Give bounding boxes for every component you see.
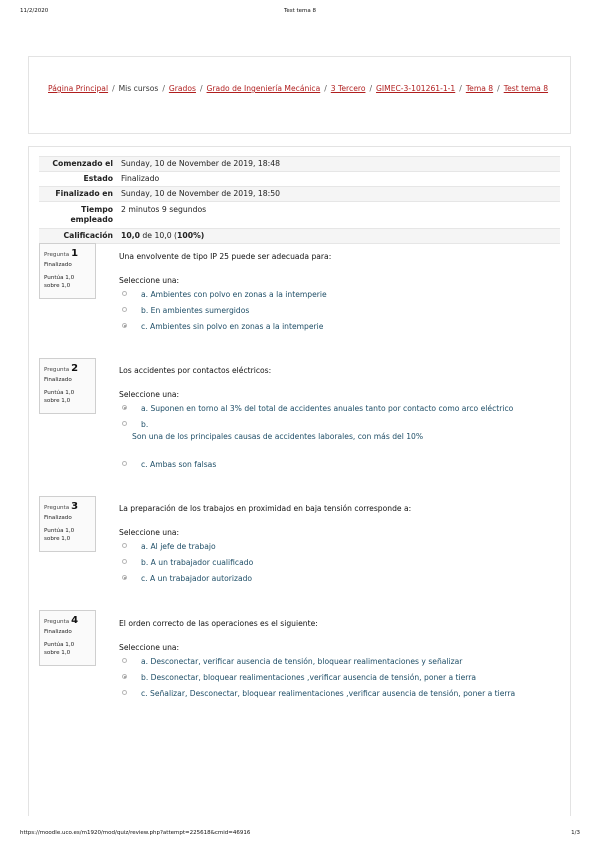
option-text: a. Suponen en torno al 3% del total de accidentes anuales tanto por contacto como arco eléctrico (141, 404, 514, 413)
summary-row-started (39, 157, 560, 172)
question-info (39, 496, 96, 552)
summary-label: Finalizado en (55, 189, 113, 198)
print-header (0, 8, 600, 18)
grade-middle: de 10,0 ( (139, 231, 178, 240)
breadcrumb-degree-link[interactable]: Grado de Ingeniería Mecánica (206, 84, 321, 93)
question-number-value: 2 (71, 363, 79, 374)
radio-button[interactable] (122, 543, 127, 548)
option-text: b. En ambientes sumergidos (141, 306, 250, 315)
summary-value (117, 229, 560, 244)
option-text: a. Al jefe de trabajo (141, 542, 216, 551)
summary-row-grade (39, 229, 560, 244)
breadcrumb-test-link[interactable]: Test tema 8 (503, 84, 549, 93)
option-text: c. Señalizar, Desconectar, bloquear realimentaciones ,verificar ausencia de tensión, poner a tierra (141, 689, 516, 698)
question-number-value: 1 (71, 248, 79, 259)
question-label: Pregunta (44, 505, 70, 511)
option-text: c. Ambas son falsas (141, 460, 217, 469)
print-footer (0, 830, 600, 840)
question-number (44, 363, 91, 374)
radio-button[interactable] (122, 307, 127, 312)
grade-score: 10,0 (121, 231, 140, 240)
summary-row-time-taken (39, 202, 560, 229)
question-info (39, 610, 96, 666)
breadcrumb-grades-link[interactable]: Grados (168, 84, 196, 93)
summary-row-state (39, 172, 560, 187)
radio-button-selected[interactable] (122, 674, 127, 679)
question-text: Una envolvente de tipo IP 25 puede ser adecuada para: (119, 252, 332, 261)
breadcrumb-panel (28, 56, 571, 134)
breadcrumb-course-link[interactable]: GIMEC-3-101261-1-1 (376, 84, 456, 93)
summary-row-completed (39, 187, 560, 202)
breadcrumb-home-link[interactable]: Página Principal (48, 84, 109, 93)
attempt-summary-table (39, 156, 560, 244)
summary-label: Comenzado el (52, 159, 113, 168)
option-text-continued: Son una de los principales causas de accidentes laborales, con más del 10% (132, 432, 424, 441)
radio-button[interactable] (122, 690, 127, 695)
option-text: b. Desconectar, bloquear realimentaciones ,verificar ausencia de tensión, poner a tierra (141, 673, 477, 682)
summary-value: Finalizado (121, 174, 160, 183)
question-grade: Puntúa 1,0 sobre 1,0 (44, 528, 75, 542)
answer-prompt: Seleccione una: (119, 528, 180, 537)
answer-prompt: Seleccione una: (119, 643, 180, 652)
summary-label: Estado (83, 174, 113, 183)
print-date: 11/2/2020 (20, 8, 49, 14)
question-info (39, 243, 96, 299)
print-url: https://moodle.uco.es/m1920/mod/quiz/review.php?attempt=225618&cmid=46916 (20, 830, 251, 836)
summary-label: Calificación (63, 231, 113, 240)
radio-button[interactable] (122, 421, 127, 426)
question-state: Finalizado (44, 629, 72, 635)
option-text: a. Ambientes con polvo en zonas a la intemperie (141, 290, 327, 299)
question-number (44, 248, 91, 259)
grade-percent: 100 (177, 231, 194, 240)
question-number (44, 501, 91, 512)
radio-button-selected[interactable] (122, 405, 127, 410)
question-text: Los accidentes por contactos eléctricos: (119, 366, 272, 375)
grade-suffix: %) (193, 231, 205, 240)
radio-button[interactable] (122, 658, 127, 663)
breadcrumb: Página Principal / Mis cursos / Grados / Grado de Ingeniería Mecánica / 3 Tercero / GIMEC-3-101261-1-1 / Tema 8 / Test tema 8 (48, 84, 549, 93)
question-grade: Puntúa 1,0 sobre 1,0 (44, 642, 75, 656)
breadcrumb-topic-link[interactable]: Tema 8 (465, 84, 494, 93)
option-text: c. Ambientes sin polvo en zonas a la intemperie (141, 322, 324, 331)
option-text: a. Desconectar, verificar ausencia de tensión, bloquear realimentaciones y señalizar (141, 657, 463, 666)
option-text: b. A un trabajador cualificado (141, 558, 254, 567)
question-label: Pregunta (44, 619, 70, 625)
answer-prompt: Seleccione una: (119, 390, 180, 399)
question-info (39, 358, 96, 414)
question-number-value: 4 (71, 615, 79, 626)
print-title: Test tema 8 (283, 8, 317, 14)
quiz-review-panel (28, 146, 571, 816)
summary-label: Tiempo empleado (70, 205, 113, 224)
option-text: c. A un trabajador autorizado (141, 574, 253, 583)
radio-button[interactable] (122, 291, 127, 296)
question-grade: Puntúa 1,0 sobre 1,0 (44, 275, 75, 289)
question-grade: Puntúa 1,0 sobre 1,0 (44, 390, 75, 404)
print-page-number: 1/3 (571, 830, 580, 836)
question-label: Pregunta (44, 252, 70, 258)
radio-button[interactable] (122, 559, 127, 564)
question-text: El orden correcto de las operaciones es el siguiente: (119, 619, 318, 628)
summary-value: Sunday, 10 de November de 2019, 18:50 (121, 189, 281, 198)
summary-value: Sunday, 10 de November de 2019, 18:48 (121, 159, 281, 168)
question-state: Finalizado (44, 515, 72, 521)
option-text: b. (141, 420, 149, 429)
radio-button-selected[interactable] (122, 323, 127, 328)
question-state: Finalizado (44, 262, 72, 268)
question-label: Pregunta (44, 367, 70, 373)
summary-value: 2 minutos 9 segundos (121, 205, 207, 214)
radio-button-selected[interactable] (122, 575, 127, 580)
question-number (44, 615, 91, 626)
radio-button[interactable] (122, 461, 127, 466)
question-number-value: 3 (71, 501, 79, 512)
question-state: Finalizado (44, 377, 72, 383)
answer-prompt: Seleccione una: (119, 276, 180, 285)
breadcrumb-year-link[interactable]: 3 Tercero (330, 84, 366, 93)
question-text: La preparación de los trabajos en proximidad en baja tensión corresponde a: (119, 504, 412, 513)
breadcrumb-my-courses: Mis cursos (118, 84, 159, 93)
